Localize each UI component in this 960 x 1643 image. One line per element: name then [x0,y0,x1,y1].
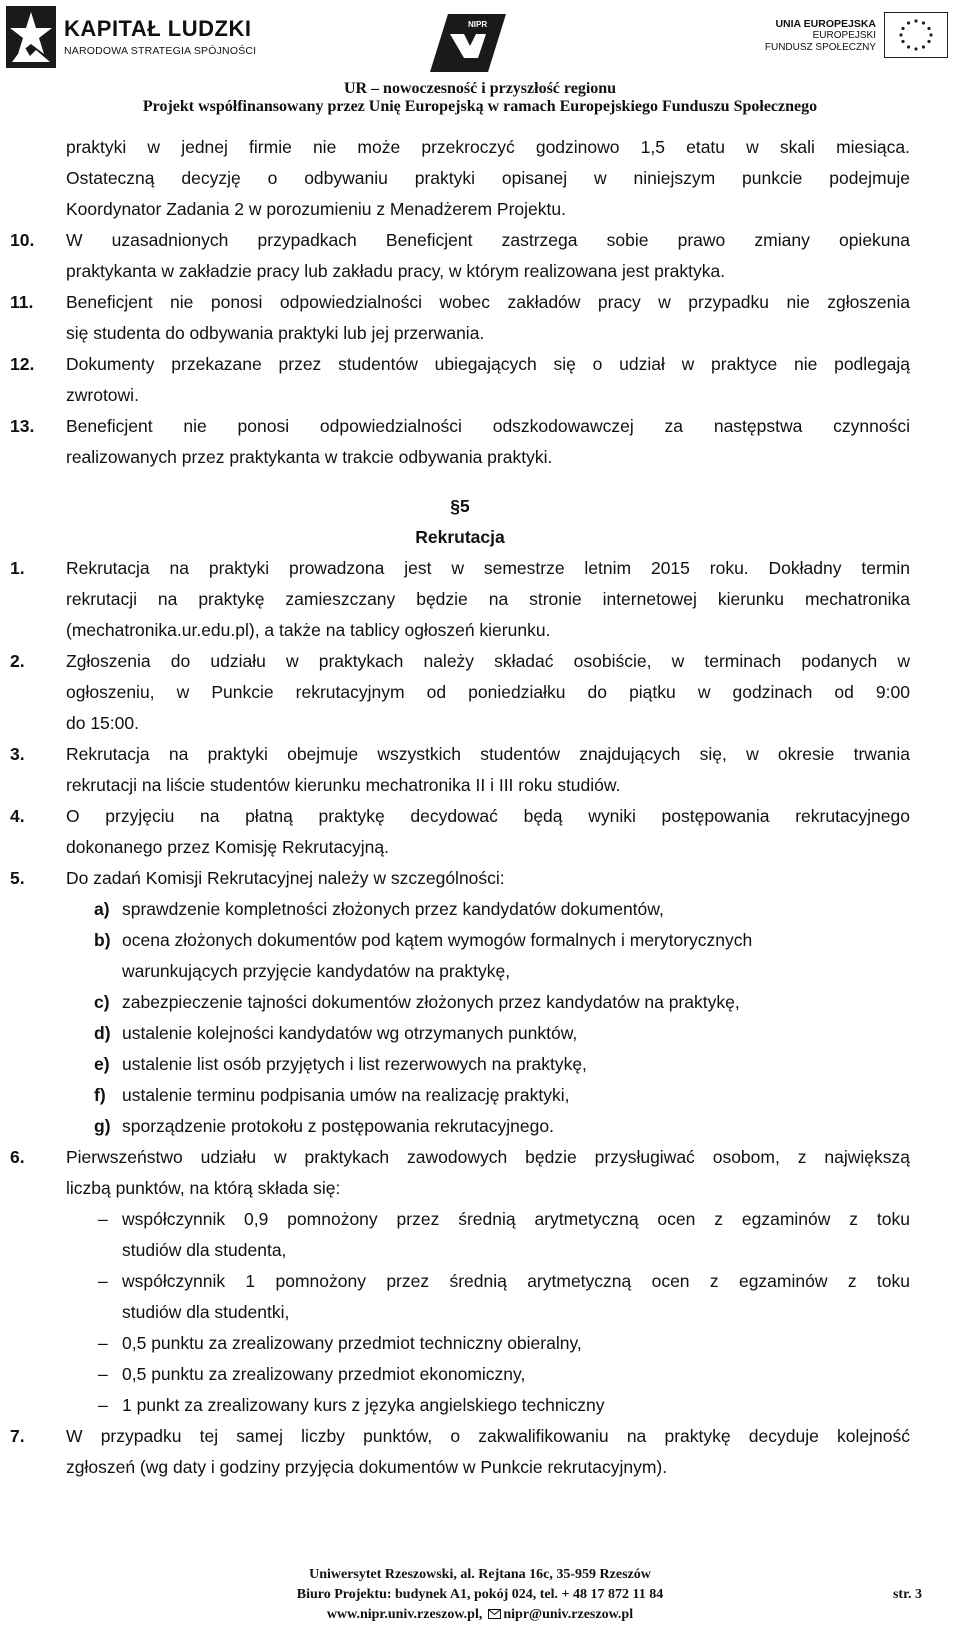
kapital-ludzki-title: KAPITAŁ LUDZKI [64,16,252,41]
text-line [10,163,910,194]
item-number: 11. [10,292,34,312]
sub-item [10,1111,910,1142]
sub-item-line: sporządzenie protokołu z postępowania rekrutacyjnego. [122,1116,554,1136]
item-line: rekrutacji na praktykę zamieszczany będzie na stronie internetowej kierunku mechatronika [66,589,910,609]
list-item [10,739,910,770]
text-line [10,194,910,225]
envelope-icon [488,1609,501,1619]
footer-contact [0,1607,960,1623]
dash-item-line: 1 punkt za zrealizowany kurs z języka angielskiego techniczny [122,1395,605,1415]
item-line: zwrotowi. [66,385,139,405]
dash-item [10,1390,910,1421]
list-item-cont [10,770,910,801]
sub-item-line: ustalenie terminu podpisania umów na realizację praktyki, [122,1085,570,1105]
sub-item-label: c) [94,992,110,1012]
list-item [10,801,910,832]
footer-email-link[interactable]: nipr@univ.rzeszow.pl [503,1607,634,1622]
footer-website-link[interactable]: www.nipr.univ.rzeszow.pl, [326,1607,483,1622]
paragraph-line: Koordynator Zadania 2 w porozumieniu z Menadżerem Projektu. [66,199,566,219]
list-item-cont [10,677,910,708]
spacer [10,473,910,491]
item-line: się studenta do odbywania praktyki lub jej przerwania. [66,323,485,343]
sub-item [10,1080,910,1111]
item-line: (mechatronika.ur.edu.pl), a także na tablicy ogłoszeń kierunku. [66,620,551,640]
item-number: 2. [10,651,25,671]
header-line-2: Projekt współfinansowany przez Unię Europejską w ramach Europejskiego Funduszu Społecznego [142,98,818,115]
paragraph-line: Ostateczną decyzję o odbywaniu praktyki opisanej w niniejszym punkcie podejmuje [66,168,910,188]
list-item-cont [10,708,910,739]
list-item [10,349,910,380]
sub-item [10,987,910,1018]
eu-flag-icon [884,12,948,58]
dash-item-cont [10,1235,910,1266]
item-number: 10. [10,230,35,250]
kapital-ludzki-logo [6,6,257,68]
page-number: str. 3 [892,1587,922,1602]
item-number: 3. [10,744,25,764]
list-item [10,863,910,894]
text-line [10,132,910,163]
item-line: Beneficjent nie ponosi odpowiedzialności wobec zakładów pracy w przypadku nie zgłoszenia [66,292,910,312]
item-line: liczbą punktów, na którą składa się: [66,1178,341,1198]
item-line: Rekrutacja na praktyki prowadzona jest w semestrze letnim 2015 roku. Dokładny termin [66,558,910,578]
dash-bullet: – [98,1364,108,1384]
item-line: dokonanego przez Komisję Rekrutacyjną. [66,837,389,857]
dash-bullet: – [98,1209,108,1229]
item-line: do 15:00. [66,713,139,733]
sub-item-line: sprawdzenie kompletności złożonych przez kandydatów dokumentów, [122,899,664,919]
list-item [10,1142,910,1173]
section-symbol-row [10,491,910,522]
item-line: Rekrutacja na praktyki obejmuje wszystkich studentów znajdujących się, w okresie trwania [66,744,910,764]
list-item-cont [10,318,910,349]
list-item-cont [10,615,910,646]
sub-item-cont [10,956,910,987]
item-line: O przyjęciu na płatną praktykę decydować będą wyniki postępowania rekrutacyjnego [66,806,910,826]
nipr-logo-icon [430,12,506,74]
sub-item [10,1018,910,1049]
list-item-cont [10,832,910,863]
sub-item-label: e) [94,1054,110,1074]
eu-line-1: UNIA EUROPEJSKA [775,18,876,30]
item-number: 4. [10,806,25,826]
sub-item [10,925,910,956]
item-line: realizowanych przez praktykanta w trakcie odbywania praktyki. [66,447,553,467]
dash-item [10,1204,910,1235]
item-line: Dokumenty przekazane przez studentów ubiegających się o udział w praktyce nie podlegają [66,354,910,374]
sub-item-line: ustalenie list osób przyjętych i list rezerwowych na praktykę, [122,1054,587,1074]
item-line: Do zadań Komisji Rekrutacyjnej należy w szczególności: [66,868,505,888]
item-number: 5. [10,868,25,888]
dash-item-line: studiów dla studenta, [122,1240,287,1260]
list-item-cont [10,1452,910,1483]
sub-item [10,894,910,925]
kapital-ludzki-subtitle: NARODOWA STRATEGIA SPÓJNOŚCI [64,45,257,57]
dash-item-line: współczynnik 0,9 pomnożony przez średnią arytmetyczną ocen z egzaminów z toku [122,1209,910,1229]
sub-item-line: ustalenie kolejności kandydatów wg otrzymanych punktów, [122,1023,578,1043]
dash-item-line: studiów dla studentki, [122,1302,290,1322]
item-number: 7. [10,1426,25,1446]
item-number: 13. [10,416,35,436]
item-line: W uzasadnionych przypadkach Beneficjent zastrzega sobie prawo zmiany opiekuna [66,230,910,250]
dash-item [10,1328,910,1359]
section-title: Rekrutacja [415,527,505,547]
eu-logo-text [765,18,876,54]
list-item [10,646,910,677]
section-title-row [10,522,910,553]
dash-item [10,1266,910,1297]
item-line: W przypadku tej samej liczby punktów, o zakwalifikowaniu na praktykę decyduje kolejność [66,1426,910,1446]
list-item-cont [10,380,910,411]
list-item [10,1421,910,1452]
item-line: rekrutacji na liście studentów kierunku mechatronika II i III roku studiów. [66,775,621,795]
sub-item-line: warunkujących przyjęcie kandydatów na praktykę, [122,961,511,981]
sub-item-line: zabezpieczenie tajności dokumentów złożonych przez kandydatów na praktykę, [122,992,740,1012]
dash-item [10,1359,910,1390]
sub-item [10,1049,910,1080]
dash-bullet: – [98,1271,108,1291]
sub-item-label: a) [94,899,110,919]
list-item-cont [10,584,910,615]
dash-item-line: współczynnik 1 pomnożony przez średnią arytmetyczną ocen z egzaminów z toku [122,1271,910,1291]
item-line: Pierwszeństwo udziału w praktykach zawodowych będzie przysługiwać osobom, z największą [66,1147,910,1167]
dash-bullet: – [98,1333,108,1353]
eu-line-2: EUROPEJSKI [812,30,876,41]
dash-bullet: – [98,1395,108,1415]
list-item [10,411,910,442]
header-line-1: UR – nowoczesność i przyszłość regionu [343,80,617,97]
sub-item-label: d) [94,1023,111,1043]
sub-item-label: b) [94,930,111,950]
sub-item-line: ocena złożonych dokumentów pod kątem wymogów formalnych i merytorycznych [122,930,753,950]
footer-address: Uniwersytet Rzeszowski, al. Rejtana 16c, 35-959 Rzeszów [309,1567,651,1582]
svg-text:NIPR: NIPR [468,20,488,29]
list-item-cont [10,1173,910,1204]
footer-office: Biuro Projektu: budynek A1, pokój 024, tel. + 48 17 872 11 84 [296,1587,664,1602]
item-number: 6. [10,1147,25,1167]
item-number: 12. [10,354,35,374]
item-line: praktykanta w zakładzie pracy lub zakładu pracy, w którym realizowana jest praktyka. [66,261,726,281]
item-line: zgłoszeń (wg daty i godziny przyjęcia dokumentów w Punkcie rekrutacyjnym). [66,1457,668,1477]
item-number: 1. [10,558,25,578]
eu-line-3: FUNDUSZ SPOŁECZNY [764,42,876,53]
dash-item-cont [10,1297,910,1328]
sub-item-label: g) [94,1116,111,1136]
item-line: ogłoszeniu, w Punkcie rekrutacyjnym od poniedziałku do piątku w godzinach od 9:00 [66,682,910,702]
dash-item-line: 0,5 punktu za zrealizowany przedmiot ekonomiczny, [122,1364,526,1384]
page-header [0,0,960,120]
kapital-ludzki-emblem-icon [6,6,56,68]
list-item-cont [10,256,910,287]
list-item [10,225,910,256]
paragraph-line: praktyki w jednej firmie nie może przekroczyć godzinowo 1,5 etatu w skali miesiąca. [66,137,910,157]
item-line: Beneficjent nie ponosi odpowiedzialności odszkodowawczej za następstwa czynności [66,416,910,436]
list-item [10,287,910,318]
sub-item-label: f) [94,1085,106,1105]
eu-logo [748,10,954,74]
section-symbol: §5 [450,496,470,516]
document-body [10,132,910,1483]
list-item-cont [10,442,910,473]
dash-item-line: 0,5 punktu za zrealizowany przedmiot techniczny obieralny, [122,1333,582,1353]
item-line: Zgłoszenia do udziału w praktykach należy składać osobiście, w terminach podanych w [66,651,910,671]
list-item [10,553,910,584]
